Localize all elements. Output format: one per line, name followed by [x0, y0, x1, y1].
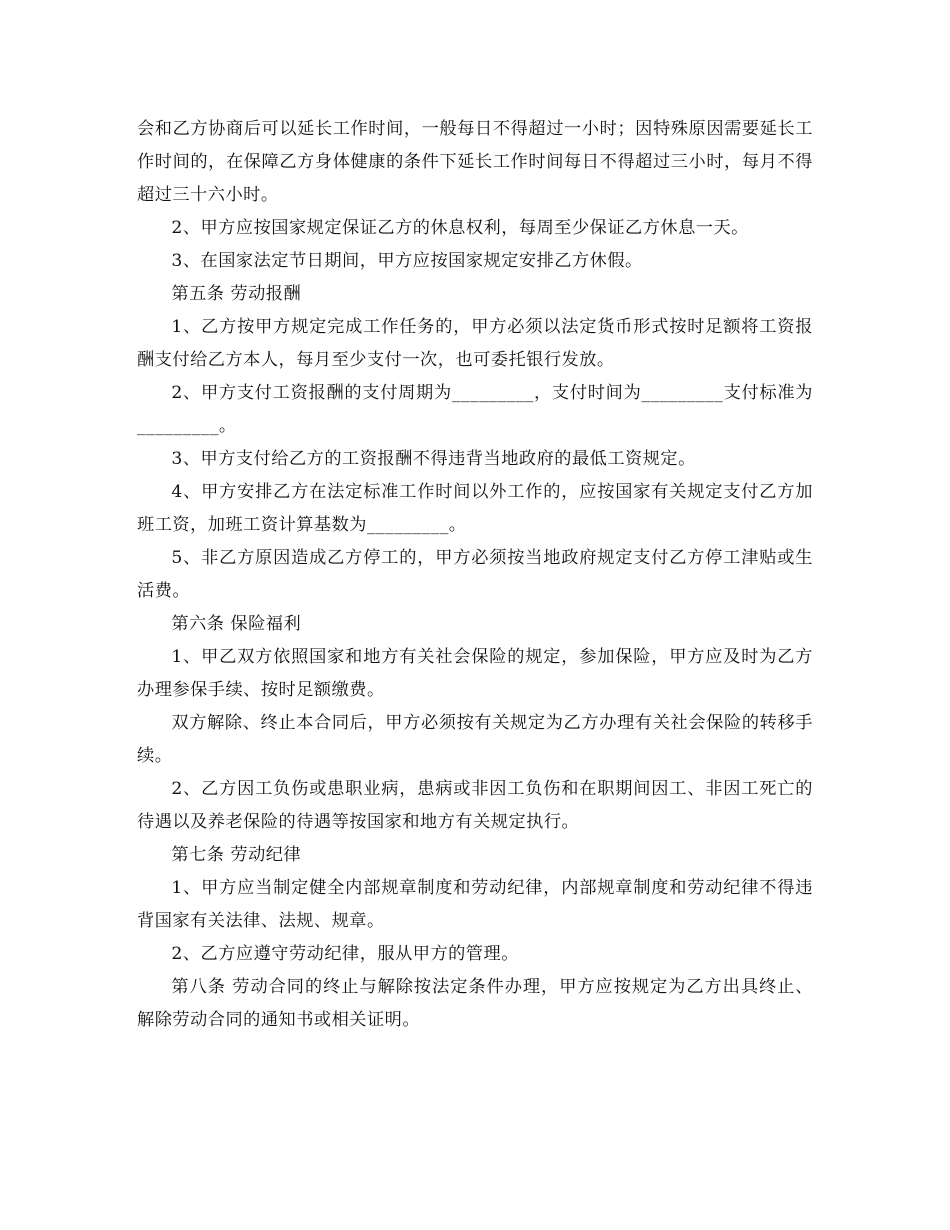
paragraph-overtime-continuation: 会和乙方协商后可以延长工作时间，一般每日不得超过一小时；因特殊原因需要延长工作时间的，在保障乙方身体健康的条件下延长工作时间每日不得超过三小时，每月不得超过三十六小时。	[137, 119, 813, 205]
paragraph-pay-5: 5、非乙方原因造成乙方停工的，甲方必须按当地政府规定支付乙方停工津贴或生活费。	[137, 548, 813, 601]
paragraph-holiday: 3、在国家法定节日期间，甲方应按国家规定安排乙方休假。	[171, 251, 643, 271]
paragraph-insurance-2: 2、乙方因工负伤或患职业病，患病或非因工负伤和在职期间因工、非因工死亡的待遇以及养老保险的待遇等按国家和地方有关规定执行。	[137, 779, 813, 832]
paragraph-rest-rights: 2、甲方应按国家规定保证乙方的休息权利，每周至少保证乙方休息一天。	[171, 218, 749, 238]
paragraph-pay-3: 3、甲方支付给乙方的工资报酬不得违背当地政府的最低工资规定。	[171, 449, 696, 469]
paragraph-discipline-1: 1、甲方应当制定健全内部规章制度和劳动纪律，内部规章制度和劳动纪律不得违背国家有关法律、法规、规章。	[137, 878, 813, 931]
paragraph-insurance-transfer: 双方解除、终止本合同后，甲方必须按有关规定为乙方办理有关社会保险的转移手续。	[137, 713, 813, 766]
paragraph-discipline-2: 2、乙方应遵守劳动纪律，服从甲方的管理。	[171, 944, 519, 964]
paragraph-article-8: 第八条 劳动合同的终止与解除按法定条件办理，甲方应按规定为乙方出具终止、解除劳动合同的通知书或相关证明。	[137, 977, 813, 1030]
paragraph-pay-2: 2、甲方支付工资报酬的支付周期为_________，支付时间为_________支付标准为_________。	[137, 383, 813, 436]
heading-article-7: 第七条 劳动纪律	[171, 845, 302, 865]
heading-article-5: 第五条 劳动报酬	[171, 284, 302, 304]
paragraph-pay-1: 1、乙方按甲方规定完成工作任务的，甲方必须以法定货币形式按时足额将工资报酬支付给乙方本人，每月至少支付一次，也可委托银行发放。	[137, 317, 813, 370]
heading-article-6: 第六条 保险福利	[171, 614, 302, 634]
paragraph-pay-4: 4、甲方安排乙方在法定标准工作时间以外工作的，应按国家有关规定支付乙方加班工资，加班工资计算基数为_________。	[137, 482, 813, 535]
paragraph-insurance-1: 1、甲乙双方依照国家和地方有关社会保险的规定，参加保险，甲方应及时为乙方办理参保手续、按时足额缴费。	[137, 647, 813, 700]
